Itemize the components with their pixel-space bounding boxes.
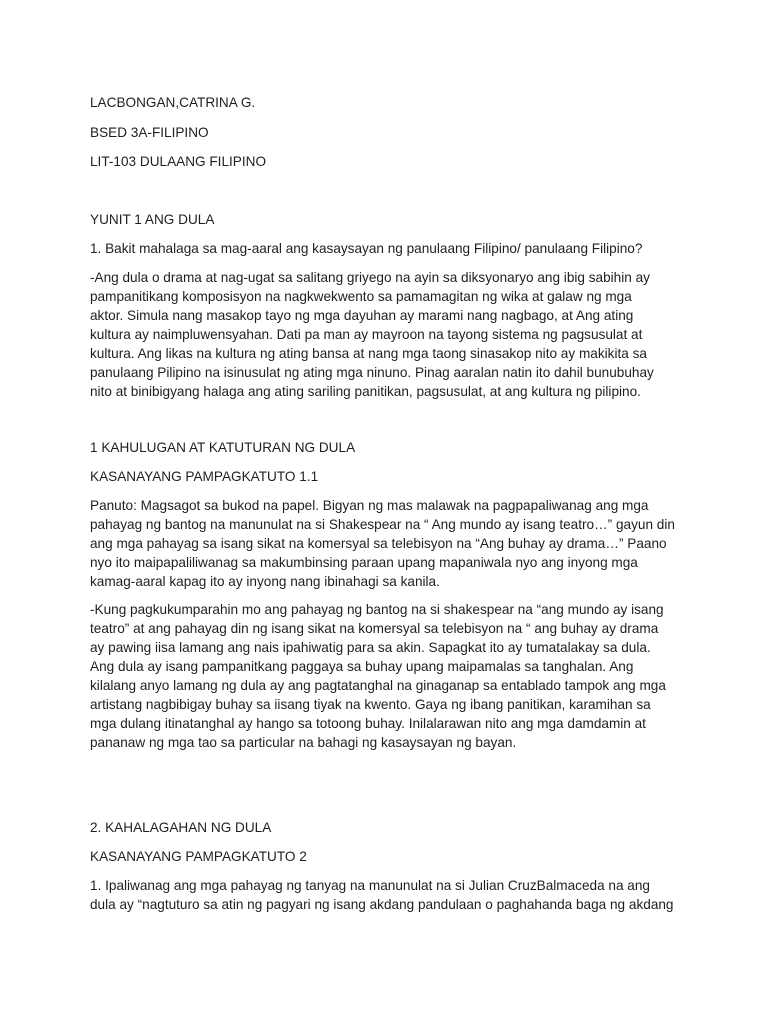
question-1: 1. Bakit mahalaga sa mag-aaral ang kasaysayan ng panulaang Filipino/ panulaang Filipino? bbox=[90, 241, 643, 256]
answer-line: ay pawing iisa lamang ang nais ipahiwatig para sa akin. Sapagkat ito ay tumatalakay sa dula. bbox=[90, 640, 651, 655]
section-1-title: 1 KAHULUGAN AT KATUTURAN NG DULA bbox=[90, 440, 356, 455]
answer-line: teatro” at ang pahayag din ng isang sikat na komersyal sa telebisyon na “ ang buhay ay drama bbox=[90, 621, 659, 636]
answer-1-line: aktor. Simula nang masakop tayo ng mga dayuhan ay marami nang nagbago, at Ang ating bbox=[90, 308, 634, 323]
answer-1-paragraph bbox=[90, 268, 690, 401]
student-name: LACBONGAN,CATRINA G. bbox=[90, 95, 256, 110]
question-line: dula ay “nagtuturo sa atin ng pagyari ng isang akdang pandulaan o paghahanda baga ng akdang bbox=[90, 897, 674, 912]
answer-1-line: -Ang dula o drama at nag-ugat sa salitang griyego na ayin sa diksyonaryo ang ibig sabihin ay bbox=[90, 270, 650, 285]
instruction-line: ang mga pahayag sa isang sikat na komersyal sa telebisyon na “Ang buhay ay drama…” Paano bbox=[90, 536, 667, 551]
section-1-answer bbox=[90, 600, 690, 752]
answer-line: -Kung pagkukumparahin mo ang pahayag ng bantog na si shakespear na “ang mundo ay isang bbox=[90, 602, 664, 617]
section-2-activity: KASANAYANG PAMPAGKATUTO 2 bbox=[90, 849, 307, 864]
instruction-line: nyo ito maipapaliliwanag sa makumbinsing paraan upang mapaniwala nyo ang inyong mga bbox=[90, 555, 638, 570]
unit-title: YUNIT 1 ANG DULA bbox=[90, 212, 215, 227]
section-2-question bbox=[90, 876, 690, 914]
answer-line: pananaw ng mga tao sa particular na bahagi ng kasaysayan ng bayan. bbox=[90, 735, 517, 750]
answer-1-line: nito at binibigyang halaga ang ating sariling panitikan, pagsusulat, at ang kultura ng pilipino. bbox=[90, 384, 641, 399]
answer-1-line: panulaang Pilipino na isinusulat ng ating mga ninuno. Pinag aaralan natin ito dahil bunubuhay bbox=[90, 365, 654, 380]
answer-line: Ang dula ay isang pampanitkang paggaya sa buhay upang maipamalas sa tanghalan. Ang bbox=[90, 659, 634, 674]
answer-1-line: pampanitikang komposisyon na nagkwekwento sa pamamagitan ng wika at galaw ng mga bbox=[90, 289, 632, 304]
answer-1-line: kultura ay naimpluwensyahan. Dati pa man ay mayroon na tayong sistema ng pagsusulat at bbox=[90, 327, 643, 342]
answer-1-line: kultura. Ang likas na kultura ng ating bansa at nang mga taong sinasakop nito ay makikita sa bbox=[90, 346, 647, 361]
instruction-line: Panuto: Magsagot sa bukod na papel. Bigyan ng mas malawak na pagpapaliwanag ang mga bbox=[90, 498, 649, 513]
section-2-title: 2. KAHALAGAHAN NG DULA bbox=[90, 820, 272, 835]
answer-line: artistang nagbibigay buhay sa iisang tiyak na kwento. Gaya ng ibang panitikan, karamihan sa bbox=[90, 697, 651, 712]
section-1-activity: KASANAYANG PAMPAGKATUTO 1.1 bbox=[90, 469, 319, 484]
question-line: 1. Ipaliwanag ang mga pahayag ng tanyag na manunulat na si Julian CruzBalmaceda na ang bbox=[90, 878, 650, 893]
instruction-line: pahayag ng bantog na manunulat na si Shakespear na “ Ang mundo ay isang teatro…” gayun din bbox=[90, 517, 675, 532]
course-section: BSED 3A-FILIPINO bbox=[90, 125, 209, 140]
answer-line: mga dulang itinatanghal ay hango sa totoong buhay. Inilalarawan nito ang mga damdamin at bbox=[90, 716, 646, 731]
answer-line: kilalang anyo lamang ng dula ay ang pagtatanghal na ginaganap sa entablado tampok ang mga bbox=[90, 678, 666, 693]
instruction-line: kamag-aaral kapag ito ay inyong nang ibinahagi sa kanila. bbox=[90, 574, 440, 589]
subject-title: LIT-103 DULAANG FILIPINO bbox=[90, 154, 267, 169]
section-1-instruction bbox=[90, 496, 690, 591]
